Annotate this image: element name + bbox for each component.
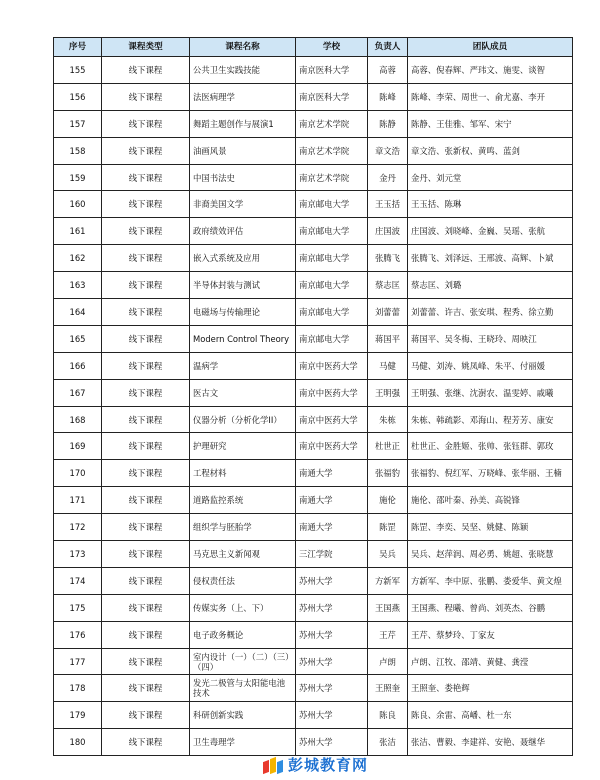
table-header	[54, 38, 573, 57]
cell-team: 陈峰、李荣、周世一、俞尤嘉、李开	[408, 83, 573, 110]
cell-type: 线下课程	[102, 83, 190, 110]
cell-team: 朱栋、韩疏影、邓海山、程芳芳、康安	[408, 406, 573, 433]
cell-no: 173	[54, 541, 102, 568]
table-row	[54, 406, 573, 433]
cell-school: 苏州大学	[296, 621, 368, 648]
table-row	[54, 648, 573, 675]
table-row	[54, 325, 573, 352]
cell-lead: 蔡志匡	[368, 272, 408, 299]
table-row	[54, 110, 573, 137]
cell-school: 南京中医药大学	[296, 406, 368, 433]
cell-lead: 张福豹	[368, 460, 408, 487]
table-row	[54, 567, 573, 594]
cell-type: 线下课程	[102, 218, 190, 245]
cell-course-name: 温病学	[190, 352, 296, 379]
cell-no: 168	[54, 406, 102, 433]
table-row	[54, 218, 573, 245]
cell-course-name: 护理研究	[190, 433, 296, 460]
cell-course-name: Modern Control Theory	[190, 325, 296, 352]
cell-school: 苏州大学	[296, 675, 368, 702]
cell-course-name: 科研创新实践	[190, 702, 296, 729]
cell-course-name: 政府绩效评估	[190, 218, 296, 245]
cell-team: 章文浩、张新权、黄鸣、蓝剑	[408, 137, 573, 164]
cell-type: 线下课程	[102, 567, 190, 594]
cell-school: 南京邮电大学	[296, 191, 368, 218]
book-logo-icon	[262, 754, 284, 774]
cell-type: 线下课程	[102, 621, 190, 648]
cell-school: 三江学院	[296, 541, 368, 568]
cell-lead: 王照奎	[368, 675, 408, 702]
cell-lead: 朱栋	[368, 406, 408, 433]
table-row	[54, 487, 573, 514]
cell-no: 156	[54, 83, 102, 110]
table-row	[54, 245, 573, 272]
cell-team: 张洁、曹毅、李建祥、安艳、聂继华	[408, 729, 573, 756]
cell-lead: 王国燕	[368, 594, 408, 621]
table-row	[54, 137, 573, 164]
cell-lead: 卢朗	[368, 648, 408, 675]
cell-course-name: 医古文	[190, 379, 296, 406]
cell-team: 庄国波、刘晓峰、金巍、吴瑶、张航	[408, 218, 573, 245]
cell-no: 163	[54, 272, 102, 299]
table-row	[54, 379, 573, 406]
cell-school: 苏州大学	[296, 594, 368, 621]
table-row	[54, 460, 573, 487]
cell-no: 160	[54, 191, 102, 218]
cell-team: 方新军、李中原、张鹏、娄爱华、黄文煌	[408, 567, 573, 594]
cell-school: 苏州大学	[296, 729, 368, 756]
cell-no: 179	[54, 702, 102, 729]
cell-school: 苏州大学	[296, 648, 368, 675]
cell-lead: 王明强	[368, 379, 408, 406]
cell-team: 王芹、蔡梦玲、丁家友	[408, 621, 573, 648]
cell-school: 南京艺术学院	[296, 137, 368, 164]
cell-lead: 陈静	[368, 110, 408, 137]
cell-lead: 金丹	[368, 164, 408, 191]
cell-no: 176	[54, 621, 102, 648]
cell-school: 南京中医药大学	[296, 379, 368, 406]
cell-type: 线下课程	[102, 272, 190, 299]
cell-school: 南通大学	[296, 487, 368, 514]
cell-course-name: 工程材料	[190, 460, 296, 487]
header-school: 学校	[296, 38, 368, 57]
cell-no: 159	[54, 164, 102, 191]
cell-type: 线下课程	[102, 487, 190, 514]
header-team: 团队成员	[408, 38, 573, 57]
cell-team: 王玉括、陈琳	[408, 191, 573, 218]
cell-school: 南京中医药大学	[296, 433, 368, 460]
cell-no: 157	[54, 110, 102, 137]
cell-school: 苏州大学	[296, 702, 368, 729]
cell-type: 线下课程	[102, 729, 190, 756]
cell-school: 南京邮电大学	[296, 218, 368, 245]
cell-team: 陈良、余雷、高嶓、杜一东	[408, 702, 573, 729]
cell-lead: 张洁	[368, 729, 408, 756]
cell-course-name: 发光二极管与太阳能电池技术	[190, 675, 296, 702]
cell-lead: 蒋国平	[368, 325, 408, 352]
cell-school: 南通大学	[296, 514, 368, 541]
cell-team: 陈罡、李奕、吴坚、姚健、陈颖	[408, 514, 573, 541]
cell-no: 166	[54, 352, 102, 379]
cell-type: 线下课程	[102, 57, 190, 84]
cell-course-name: 电子政务概论	[190, 621, 296, 648]
cell-type: 线下课程	[102, 541, 190, 568]
cell-team: 卢朗、江牧、邵靖、黄健、龚滢	[408, 648, 573, 675]
cell-school: 南京中医药大学	[296, 352, 368, 379]
cell-team: 金丹、刘元堂	[408, 164, 573, 191]
course-table-container	[53, 37, 572, 756]
cell-no: 172	[54, 514, 102, 541]
cell-course-name: 中国书法史	[190, 164, 296, 191]
cell-course-name: 仪器分析（分析化学II）	[190, 406, 296, 433]
cell-type: 线下课程	[102, 460, 190, 487]
cell-course-name: 卫生毒理学	[190, 729, 296, 756]
cell-team: 马健、刘涛、姚凤峰、朱平、付丽媛	[408, 352, 573, 379]
cell-type: 线下课程	[102, 648, 190, 675]
cell-course-name: 舞蹈主题创作与展演1	[190, 110, 296, 137]
cell-lead: 王芹	[368, 621, 408, 648]
table-row	[54, 83, 573, 110]
cell-type: 线下课程	[102, 594, 190, 621]
cell-no: 161	[54, 218, 102, 245]
cell-lead: 方新军	[368, 567, 408, 594]
cell-lead: 张腾飞	[368, 245, 408, 272]
cell-team: 王国燕、程曦、曾尚、刘英杰、谷鹏	[408, 594, 573, 621]
cell-school: 南京邮电大学	[296, 325, 368, 352]
cell-course-name: 嵌入式系统及应用	[190, 245, 296, 272]
cell-school: 南京医科大学	[296, 83, 368, 110]
cell-lead: 陈罡	[368, 514, 408, 541]
watermark-text: 彭城教育网	[288, 755, 369, 774]
cell-lead: 陈峰	[368, 83, 408, 110]
cell-no: 158	[54, 137, 102, 164]
cell-school: 南京邮电大学	[296, 272, 368, 299]
cell-lead: 庄国波	[368, 218, 408, 245]
cell-lead: 高蓉	[368, 57, 408, 84]
cell-school: 南京医科大学	[296, 57, 368, 84]
table-row	[54, 352, 573, 379]
table-row	[54, 621, 573, 648]
cell-course-name: 侵权责任法	[190, 567, 296, 594]
cell-no: 174	[54, 567, 102, 594]
cell-type: 线下课程	[102, 325, 190, 352]
cell-type: 线下课程	[102, 191, 190, 218]
table-row	[54, 675, 573, 702]
table-row	[54, 191, 573, 218]
watermark	[262, 752, 368, 776]
table-row	[54, 514, 573, 541]
cell-type: 线下课程	[102, 433, 190, 460]
header-lead: 负责人	[368, 38, 408, 57]
cell-school: 南通大学	[296, 460, 368, 487]
cell-type: 线下课程	[102, 352, 190, 379]
table-body	[54, 57, 573, 756]
cell-no: 170	[54, 460, 102, 487]
cell-no: 164	[54, 299, 102, 326]
cell-team: 杜世正、金胜姬、张帅、张钰群、郭玫	[408, 433, 573, 460]
cell-no: 171	[54, 487, 102, 514]
cell-type: 线下课程	[102, 379, 190, 406]
cell-lead: 马健	[368, 352, 408, 379]
cell-lead: 陈良	[368, 702, 408, 729]
cell-school: 南京邮电大学	[296, 299, 368, 326]
cell-lead: 施伦	[368, 487, 408, 514]
cell-lead: 杜世正	[368, 433, 408, 460]
course-table	[53, 37, 573, 756]
cell-team: 张福豹、倪红军、万晓峰、张华丽、王楠	[408, 460, 573, 487]
cell-course-name: 室内设计（一）（二）（三）（四）	[190, 648, 296, 675]
cell-lead: 刘蕾蕾	[368, 299, 408, 326]
cell-no: 165	[54, 325, 102, 352]
cell-lead: 王玉括	[368, 191, 408, 218]
cell-team: 张腾飞、刘泽远、王邢波、高辉、卜斌	[408, 245, 573, 272]
cell-school: 南京艺术学院	[296, 164, 368, 191]
header-row	[54, 38, 573, 57]
cell-no: 177	[54, 648, 102, 675]
cell-no: 180	[54, 729, 102, 756]
cell-course-name: 道路监控系统	[190, 487, 296, 514]
table-row	[54, 541, 573, 568]
cell-school: 南京艺术学院	[296, 110, 368, 137]
cell-type: 线下课程	[102, 675, 190, 702]
cell-course-name: 法医病理学	[190, 83, 296, 110]
cell-course-name: 半导体封装与测试	[190, 272, 296, 299]
cell-course-name: 马克思主义新闻观	[190, 541, 296, 568]
cell-type: 线下课程	[102, 245, 190, 272]
cell-no: 178	[54, 675, 102, 702]
header-name: 课程名称	[190, 38, 296, 57]
cell-type: 线下课程	[102, 514, 190, 541]
cell-team: 吴兵、赵萍润、周必勇、姚超、张晓慧	[408, 541, 573, 568]
cell-type: 线下课程	[102, 299, 190, 326]
cell-course-name: 组织学与胚胎学	[190, 514, 296, 541]
table-row	[54, 594, 573, 621]
cell-team: 刘蕾蕾、许吉、张安琪、程秀、徐立勤	[408, 299, 573, 326]
cell-course-name: 传媒实务（上、下）	[190, 594, 296, 621]
table-row	[54, 433, 573, 460]
cell-type: 线下课程	[102, 406, 190, 433]
table-row	[54, 164, 573, 191]
cell-team: 施伦、邵叶秦、孙美、高锐锋	[408, 487, 573, 514]
cell-team: 蒋国平、吴冬梅、王晓玲、周映江	[408, 325, 573, 352]
cell-team: 高蓉、倪春辉、严玮文、施雯、谈智	[408, 57, 573, 84]
table-row	[54, 272, 573, 299]
cell-course-name: 电磁场与传输理论	[190, 299, 296, 326]
header-no: 序号	[54, 38, 102, 57]
cell-course-name: 非裔美国文学	[190, 191, 296, 218]
cell-team: 陈静、王佳雅、邹军、宋宁	[408, 110, 573, 137]
cell-lead: 章文浩	[368, 137, 408, 164]
cell-type: 线下课程	[102, 164, 190, 191]
cell-type: 线下课程	[102, 137, 190, 164]
cell-team: 蔡志匡、刘璐	[408, 272, 573, 299]
cell-no: 169	[54, 433, 102, 460]
header-type: 课程类型	[102, 38, 190, 57]
table-row	[54, 702, 573, 729]
cell-no: 162	[54, 245, 102, 272]
cell-no: 175	[54, 594, 102, 621]
cell-course-name: 公共卫生实践技能	[190, 57, 296, 84]
cell-type: 线下课程	[102, 110, 190, 137]
cell-type: 线下课程	[102, 702, 190, 729]
cell-course-name: 油画风景	[190, 137, 296, 164]
cell-team: 王照奎、娄艳辉	[408, 675, 573, 702]
cell-team: 王明强、张继、沈澍农、温雯婷、戚曦	[408, 379, 573, 406]
cell-school: 苏州大学	[296, 567, 368, 594]
table-row	[54, 57, 573, 84]
cell-lead: 吴兵	[368, 541, 408, 568]
cell-no: 155	[54, 57, 102, 84]
cell-school: 南京邮电大学	[296, 245, 368, 272]
table-row	[54, 299, 573, 326]
cell-no: 167	[54, 379, 102, 406]
